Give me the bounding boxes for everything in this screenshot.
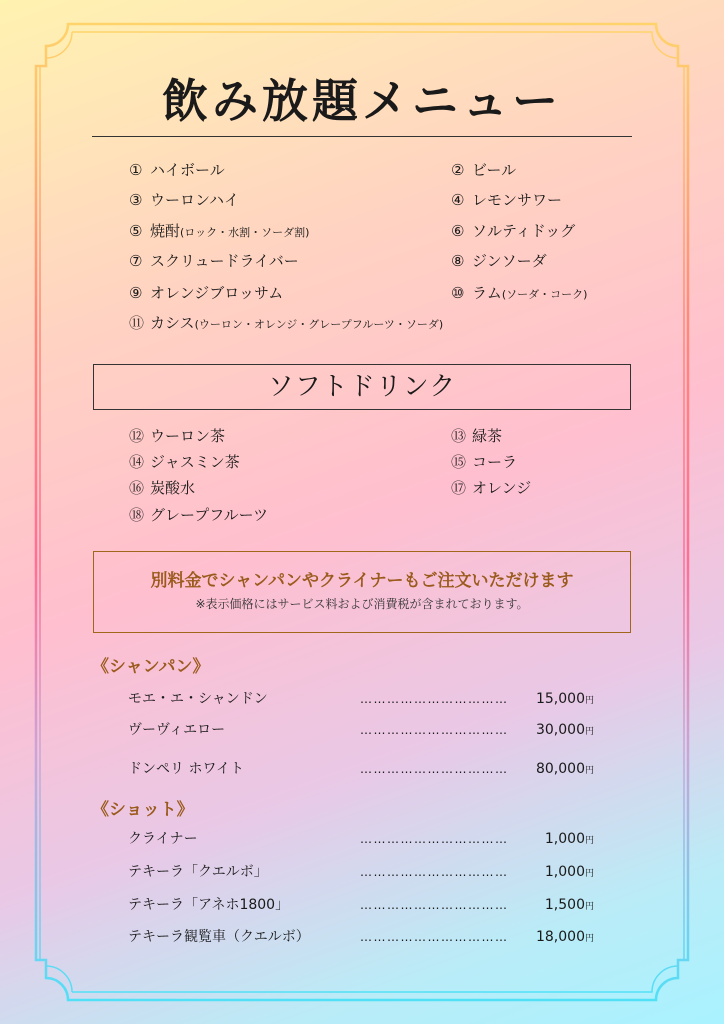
shot-item-name: テキーラ観覧車（クエルボ）: [128, 929, 310, 945]
yen-unit: 円: [584, 836, 594, 846]
drink-number: ①: [129, 161, 143, 179]
soft-drink-item: [129, 478, 195, 498]
soft-drink-number: ⑮: [451, 453, 467, 471]
drink-number: ⑨: [129, 284, 143, 302]
shot-row: [0, 894, 724, 916]
drink-number: ②: [451, 161, 465, 179]
leader-dots: ……………………………: [360, 692, 509, 706]
soft-drink-number: ⑰: [451, 479, 467, 497]
notice-main-text: 別料金でシャンパンやクライナーもご注文いただけます: [150, 571, 574, 591]
drink-number: ⑩: [451, 284, 465, 302]
drink-name: ビール: [472, 161, 517, 179]
shot-item-name: テキーラ「クエルボ」: [128, 864, 268, 880]
soft-drink-item: [451, 478, 531, 498]
price-value: 1,500: [544, 897, 585, 913]
drink-name: ハイボール: [150, 161, 225, 179]
shot-item-price: [536, 926, 594, 950]
price-value: 80,000: [535, 761, 585, 777]
drink-name: ジンソーダ: [472, 252, 547, 270]
price-value: 1,000: [544, 864, 585, 880]
soft-drink-name: 炭酸水: [150, 479, 196, 497]
soft-drink-name: オレンジ: [472, 479, 532, 497]
drink-item: [451, 160, 516, 180]
drink-number: ⑪: [129, 314, 145, 332]
drink-item: [129, 251, 299, 271]
drink-number: ③: [129, 191, 143, 209]
soft-drink-item: [129, 426, 225, 446]
drink-item: [129, 283, 283, 303]
soft-drink-number: ⑫: [129, 427, 145, 445]
drink-item: [451, 251, 547, 271]
drink-number: ⑤: [129, 222, 143, 240]
soft-drink-heading: ソフトドリンク: [93, 364, 631, 410]
drink-number: ④: [451, 191, 465, 209]
drink-note: (ソーダ・コーク): [501, 288, 588, 301]
price-value: 15,000: [535, 691, 585, 707]
drink-note: (ロック・水割・ソーダ割): [180, 226, 310, 239]
champagne-item-name: ヴーヴィエロー: [128, 722, 226, 738]
drink-item: [129, 313, 443, 335]
soft-drink-number: ⑭: [129, 453, 145, 471]
drink-name: カシス: [150, 314, 195, 332]
soft-drink-item: [451, 426, 502, 446]
shot-row: [0, 828, 724, 850]
champagne-item-name: ドンペリ ホワイト: [128, 761, 245, 777]
price-value: 30,000: [535, 722, 585, 738]
notice-sub-text: ※表示価格にはサービス料および消費税が含まれております。: [195, 597, 529, 611]
champagne-item-price: [536, 688, 594, 712]
soft-drink-item: [129, 505, 268, 525]
champagne-row: [0, 758, 724, 780]
champagne-row: [0, 688, 724, 710]
drink-number: ⑧: [451, 252, 465, 270]
yen-unit: 円: [584, 934, 594, 944]
drink-name: レモンサワー: [472, 191, 563, 209]
drink-item: [129, 160, 225, 180]
shot-item-name: クライナー: [128, 831, 198, 847]
leader-dots: ……………………………: [360, 898, 509, 912]
yen-unit: 円: [584, 869, 594, 879]
soft-drink-name: コーラ: [472, 453, 518, 471]
shot-item-price: [545, 828, 594, 852]
drink-name: 焼酎: [150, 222, 181, 240]
soft-drink-name: グレープフルーツ: [150, 506, 269, 524]
shot-item-price: [545, 861, 594, 885]
soft-drink-name: ウーロン茶: [150, 427, 226, 445]
shot-row: [0, 861, 724, 883]
soft-drink-number: ⑱: [129, 506, 145, 524]
page-title: 飲み放題メニュー: [162, 74, 562, 128]
notice-box: [93, 551, 631, 633]
soft-drink-name: ジャスミン茶: [150, 453, 240, 471]
shot-heading: 《ショット》: [92, 800, 194, 820]
soft-drink-number: ⑬: [451, 427, 467, 445]
yen-unit: 円: [584, 727, 594, 737]
drink-name: オレンジブロッサム: [150, 284, 284, 302]
leader-dots: ……………………………: [360, 832, 509, 846]
champagne-item-price: [536, 758, 594, 782]
champagne-row: [0, 719, 724, 741]
price-value: 18,000: [535, 929, 585, 945]
champagne-item-price: [536, 719, 594, 743]
soft-drink-name: 緑茶: [472, 427, 503, 445]
soft-drink-item: [451, 452, 517, 472]
drink-name: ウーロンハイ: [150, 191, 239, 209]
drink-number: ⑥: [451, 222, 465, 240]
shot-item-name: テキーラ「アネホ1800」: [128, 897, 290, 913]
drink-item: [129, 221, 309, 243]
shot-item-price: [545, 894, 594, 918]
price-value: 1,000: [544, 831, 585, 847]
drink-item: [129, 190, 239, 210]
soft-drink-number: ⑯: [129, 479, 145, 497]
drink-number: ⑦: [129, 252, 143, 270]
drink-item: [451, 283, 587, 305]
champagne-item-name: モエ・エ・シャンドン: [128, 691, 268, 707]
champagne-heading: 《シャンパン》: [92, 657, 210, 677]
drink-item: [451, 221, 575, 241]
yen-unit: 円: [584, 696, 594, 706]
leader-dots: ……………………………: [360, 723, 509, 737]
drink-name: ソルティドッグ: [472, 222, 576, 240]
leader-dots: ……………………………: [360, 930, 509, 944]
drink-item: [451, 190, 562, 210]
soft-drink-item: [129, 452, 240, 472]
leader-dots: ……………………………: [360, 865, 509, 879]
drink-note: (ウーロン・オレンジ・グレープフルーツ・ソーダ): [194, 318, 444, 331]
drink-name: ラム: [472, 284, 502, 302]
yen-unit: 円: [584, 766, 594, 776]
shot-row: [0, 926, 724, 948]
leader-dots: ……………………………: [360, 762, 509, 776]
title-divider: [92, 136, 632, 137]
yen-unit: 円: [584, 902, 594, 912]
drink-name: スクリュードライバー: [150, 252, 299, 270]
